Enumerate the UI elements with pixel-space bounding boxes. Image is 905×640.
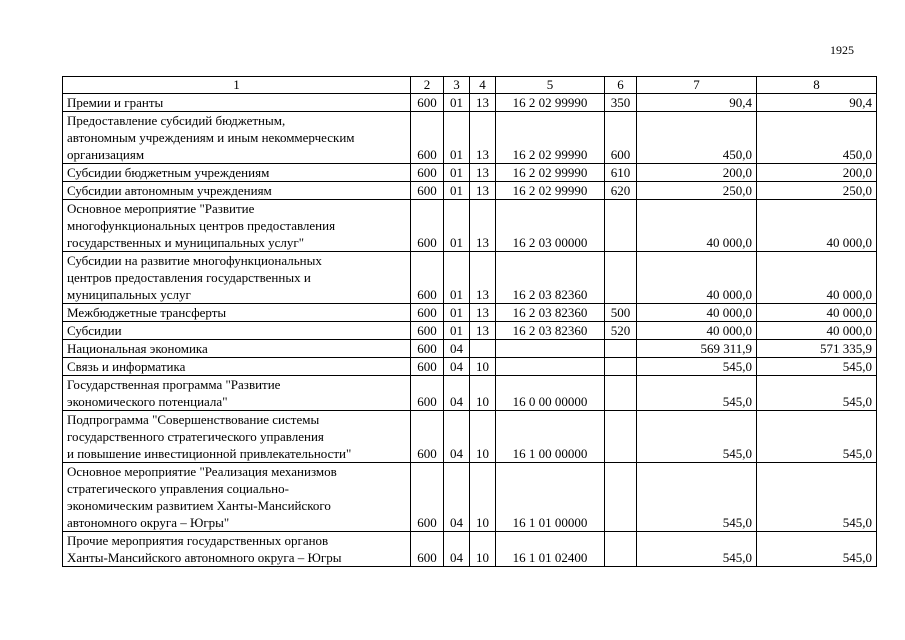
cell-col-3: 01	[444, 164, 470, 182]
row-name: Межбюджетные трансферты	[63, 304, 411, 322]
table-row	[63, 112, 877, 164]
row-name: Подпрограмма "Совершенствование системы государственного стратегического управления и повышение инвестиционной привлекательности"	[63, 411, 411, 463]
cell-col-2: 600	[411, 252, 444, 304]
table-row	[63, 304, 877, 322]
table-row	[63, 376, 877, 411]
cell-col-4	[470, 340, 496, 358]
cell-col-6	[605, 252, 637, 304]
cell-col-7: 90,4	[637, 94, 757, 112]
table-row	[63, 164, 877, 182]
header-col-3: 3	[444, 77, 470, 94]
cell-col-7: 545,0	[637, 411, 757, 463]
cell-col-7: 545,0	[637, 532, 757, 567]
row-name: Основное мероприятие "Развитие многофункциональных центров предоставления государственных и муниципальных услуг"	[63, 200, 411, 252]
row-name: Субсидии бюджетным учреждениям	[63, 164, 411, 182]
row-name: Субсидии на развитие многофункциональных центров предоставления государственных и муниципальных услуг	[63, 252, 411, 304]
cell-col-8: 90,4	[757, 94, 877, 112]
cell-col-5	[496, 340, 605, 358]
cell-col-6	[605, 358, 637, 376]
cell-col-4: 13	[470, 94, 496, 112]
header-col-2: 2	[411, 77, 444, 94]
cell-col-3: 01	[444, 182, 470, 200]
cell-col-4: 13	[470, 164, 496, 182]
cell-col-6: 500	[605, 304, 637, 322]
cell-col-8: 545,0	[757, 376, 877, 411]
cell-col-4: 13	[470, 182, 496, 200]
row-name: Национальная экономика	[63, 340, 411, 358]
cell-col-4: 10	[470, 532, 496, 567]
cell-col-6	[605, 463, 637, 532]
cell-col-5: 16 2 03 00000	[496, 200, 605, 252]
cell-col-2: 600	[411, 200, 444, 252]
cell-col-5: 16 2 03 82360	[496, 304, 605, 322]
row-name: Основное мероприятие "Реализация механизмов стратегического управления социально- экономическим развитием Ханты-Мансийского автономного округа – Югры"	[63, 463, 411, 532]
cell-col-2: 600	[411, 304, 444, 322]
cell-col-8: 545,0	[757, 411, 877, 463]
cell-col-7: 545,0	[637, 376, 757, 411]
cell-col-7: 569 311,9	[637, 340, 757, 358]
cell-col-8: 40 000,0	[757, 252, 877, 304]
row-name: Прочие мероприятия государственных органов Ханты-Мансийского автономного округа – Югры	[63, 532, 411, 567]
cell-col-8: 545,0	[757, 358, 877, 376]
cell-col-8: 545,0	[757, 532, 877, 567]
cell-col-3: 04	[444, 358, 470, 376]
cell-col-7: 40 000,0	[637, 252, 757, 304]
cell-col-2: 600	[411, 322, 444, 340]
cell-col-5: 16 1 00 00000	[496, 411, 605, 463]
cell-col-8: 40 000,0	[757, 304, 877, 322]
header-col-6: 6	[605, 77, 637, 94]
cell-col-3: 04	[444, 463, 470, 532]
cell-col-2: 600	[411, 532, 444, 567]
cell-col-3: 04	[444, 340, 470, 358]
cell-col-5: 16 2 02 99990	[496, 112, 605, 164]
cell-col-2: 600	[411, 463, 444, 532]
cell-col-5: 16 2 03 82360	[496, 252, 605, 304]
cell-col-8: 571 335,9	[757, 340, 877, 358]
cell-col-6: 350	[605, 94, 637, 112]
header-row	[63, 77, 877, 94]
cell-col-3: 01	[444, 322, 470, 340]
cell-col-4: 10	[470, 358, 496, 376]
cell-col-7: 450,0	[637, 112, 757, 164]
cell-col-2: 600	[411, 164, 444, 182]
cell-col-8: 40 000,0	[757, 200, 877, 252]
cell-col-3: 04	[444, 411, 470, 463]
cell-col-8: 450,0	[757, 112, 877, 164]
row-name: Субсидии	[63, 322, 411, 340]
cell-col-4: 13	[470, 200, 496, 252]
cell-col-5: 16 2 02 99990	[496, 182, 605, 200]
cell-col-3: 01	[444, 112, 470, 164]
cell-col-6	[605, 411, 637, 463]
cell-col-4: 13	[470, 112, 496, 164]
cell-col-8: 250,0	[757, 182, 877, 200]
table-row	[63, 358, 877, 376]
cell-col-5: 16 1 01 00000	[496, 463, 605, 532]
cell-col-2: 600	[411, 376, 444, 411]
table-row	[63, 463, 877, 532]
table-row	[63, 340, 877, 358]
cell-col-6	[605, 532, 637, 567]
table-row	[63, 94, 877, 112]
cell-col-7: 545,0	[637, 358, 757, 376]
cell-col-5: 16 1 01 02400	[496, 532, 605, 567]
cell-col-2: 600	[411, 358, 444, 376]
cell-col-3: 04	[444, 376, 470, 411]
cell-col-5: 16 2 03 82360	[496, 322, 605, 340]
header-col-8: 8	[757, 77, 877, 94]
cell-col-4: 13	[470, 252, 496, 304]
table-row	[63, 182, 877, 200]
cell-col-5	[496, 358, 605, 376]
cell-col-2: 600	[411, 182, 444, 200]
cell-col-6: 600	[605, 112, 637, 164]
table-row	[63, 200, 877, 252]
cell-col-6: 620	[605, 182, 637, 200]
cell-col-2: 600	[411, 340, 444, 358]
cell-col-6	[605, 376, 637, 411]
table-row	[63, 322, 877, 340]
table-row	[63, 532, 877, 567]
header-col-1: 1	[63, 77, 411, 94]
cell-col-3: 01	[444, 304, 470, 322]
cell-col-6: 610	[605, 164, 637, 182]
page-number: 1925	[830, 43, 854, 57]
cell-col-6: 520	[605, 322, 637, 340]
header-col-4: 4	[470, 77, 496, 94]
budget-table	[62, 76, 877, 567]
cell-col-5: 16 2 02 99990	[496, 94, 605, 112]
cell-col-7: 40 000,0	[637, 304, 757, 322]
cell-col-7: 200,0	[637, 164, 757, 182]
header-col-5: 5	[496, 77, 605, 94]
row-name: Субсидии автономным учреждениям	[63, 182, 411, 200]
header-col-7: 7	[637, 77, 757, 94]
table-row	[63, 252, 877, 304]
cell-col-4: 13	[470, 322, 496, 340]
table-row	[63, 411, 877, 463]
cell-col-4: 10	[470, 411, 496, 463]
cell-col-4: 13	[470, 304, 496, 322]
cell-col-5: 16 2 02 99990	[496, 164, 605, 182]
cell-col-8: 200,0	[757, 164, 877, 182]
cell-col-7: 250,0	[637, 182, 757, 200]
cell-col-6	[605, 340, 637, 358]
row-name: Связь и информатика	[63, 358, 411, 376]
cell-col-3: 01	[444, 94, 470, 112]
cell-col-3: 01	[444, 252, 470, 304]
cell-col-2: 600	[411, 94, 444, 112]
cell-col-7: 40 000,0	[637, 322, 757, 340]
cell-col-4: 10	[470, 463, 496, 532]
cell-col-6	[605, 200, 637, 252]
cell-col-7: 545,0	[637, 463, 757, 532]
row-name: Государственная программа "Развитие экономического потенциала"	[63, 376, 411, 411]
cell-col-5: 16 0 00 00000	[496, 376, 605, 411]
cell-col-3: 01	[444, 200, 470, 252]
cell-col-2: 600	[411, 411, 444, 463]
cell-col-8: 40 000,0	[757, 322, 877, 340]
row-name: Предоставление субсидий бюджетным, автономным учреждениям и иным некоммерческим организациям	[63, 112, 411, 164]
cell-col-7: 40 000,0	[637, 200, 757, 252]
row-name: Премии и гранты	[63, 94, 411, 112]
cell-col-2: 600	[411, 112, 444, 164]
cell-col-4: 10	[470, 376, 496, 411]
cell-col-3: 04	[444, 532, 470, 567]
cell-col-8: 545,0	[757, 463, 877, 532]
